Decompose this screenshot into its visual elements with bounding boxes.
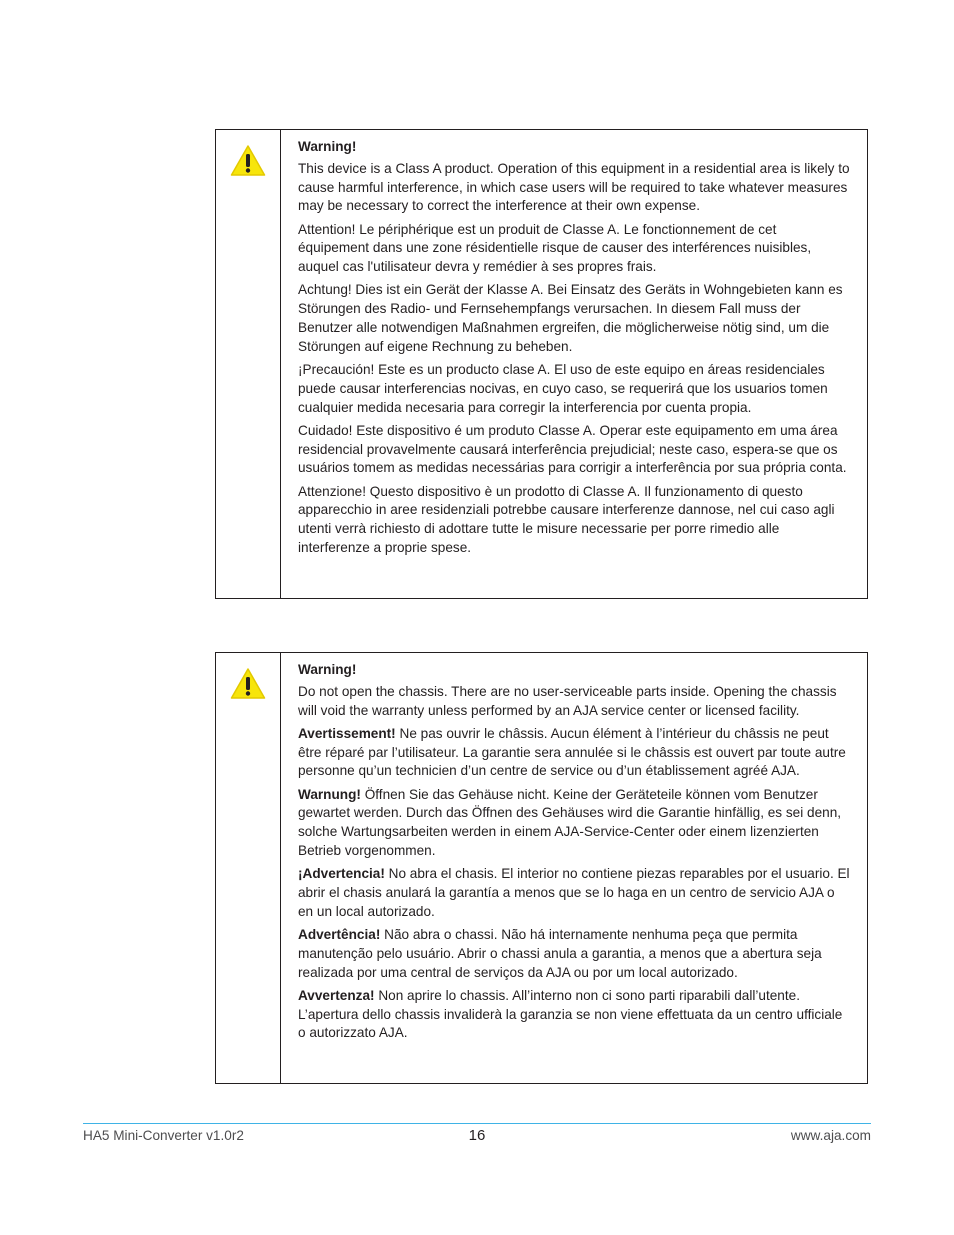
warning-paragraph-de: Achtung! Dies ist ein Gerät der Klasse A. Bei Einsatz des Geräts in Wohngebieten kann es Störungen des Radio- und Fernsehempfangs verursachen. In diesem Fall muss der Benutzer alle notwendigen Maßnahmen ergreifen, die möglicherweise nötig sind, um die Störungen auf eigene Rechnung zu beheben. [298,282,843,354]
warning-paragraph-it: Attenzione! Questo dispositivo è un prodotto di Classe A. Il funzionamento di questo apparecchio in aree residenziali potrebbe causare interferenze dannose, nel cui caso agli utenti verrà richiesto di adottare tutte le misure necessarie per porre rimedio alle interferenze a proprie spese. [298,483,835,555]
warning-paragraph-pt: Advertência! Não abra o chassi. Não há internamente nenhuma peça que permita manutenção pelo usuário. Abrir o chassi anula a garantia, a menos que a abertura seja realizada por uma central de serviços da AJA ou por um local autorizado. [298,926,822,980]
footer-website-link[interactable]: www.aja.com [790,1128,871,1143]
warning-paragraph-en: Do not open the chassis. There are no user-serviceable parts inside. Opening the chassis will void the warranty unless performed by an AJA service center or licensed facility. [298,683,837,718]
footer-document-title: HA5 Mini-Converter v1.0r2 [83,1128,244,1143]
warning-paragraph-de: Warnung! Öffnen Sie das Gehäuse nicht. Keine der Geräteteile können vom Benutzer gewartet werden. Durch das Öffnen des Gehäuses wird die Garantie hinfällig, es sei denn, solche Wartungsarbeiten werden in einem AJA-Service-Center oder einem lizenzierten Betrieb vorgenommen. [298,786,842,858]
warning-heading: Warning! [298,139,357,154]
warning-paragraph-es: ¡Advertencia! No abra el chasis. El interior no contiene piezas reparables por el usuario. El abrir el chasis anulará la garantía a menos que se lo haga en un centro de servicio AJA o en un local autorizado. [298,866,850,919]
warning-paragraph-en: This device is a Class A product. Operation of this equipment in a residential area is likely to cause harmful interference, in which case users will be required to take whatever measures may be necessary to correct the interference at their own expense. [298,160,850,214]
warning-text [281,653,867,1083]
warning-text [281,130,867,598]
warning-paragraph-fr: Avertissement! Ne pas ouvrir le châssis. Aucun élément à l’intérieur du châssis ne peut être réparé par l’utilisateur. La garantie sera annulée si le châssis est ouvert par toute autre personne qu’un technicien d’un centre de service ou d’un établissement agréé AJA. [298,725,846,779]
warning-paragraph-es: ¡Precaución! Este es un producto clase A. El uso de este equipo en áreas residenciales puede causar interferencias nocivas, en cuyo caso, se requerirá que los usuarios tomen cualquier medida necesaria para corregir la interferencia por cuenta propia. [298,361,828,415]
footer-divider [83,1123,871,1124]
warning-paragraph-it: Avvertenza! Non aprire lo chassis. All’interno non ci sono parti riparabili dall’utente. L’apertura dello chassis invaliderà la garanzia se non viene effettuata da un centro ufficiale o autorizzato AJA. [298,987,843,1041]
warning-icon-cell [216,653,281,1083]
warning-heading: Warning! [298,662,357,677]
warning-triangle-icon [230,667,266,705]
warning-icon-cell [216,130,281,598]
warning-triangle-icon [230,144,266,182]
warning-paragraph-fr: Attention! Le périphérique est un produit de Classe A. Le fonctionnement de cet équipement dans une zone résidentielle risque de causer des interférences nuisibles, auquel cas l'utilisateur devra y remédier à ses propres frais. [298,221,812,275]
chassis-warning-box [215,652,868,1084]
warning-paragraph-pt: Cuidado! Este dispositivo é um produto Classe A. Operar este equipamento em uma área residencial provavelmente causará interferência prejudicial; neste caso, espera-se que os usuários tomem as medidas necessárias para corrigir a interferência por sua própria conta. [298,422,847,476]
footer-page-number: 16 [468,1127,486,1144]
class-a-warning-box [215,129,868,599]
